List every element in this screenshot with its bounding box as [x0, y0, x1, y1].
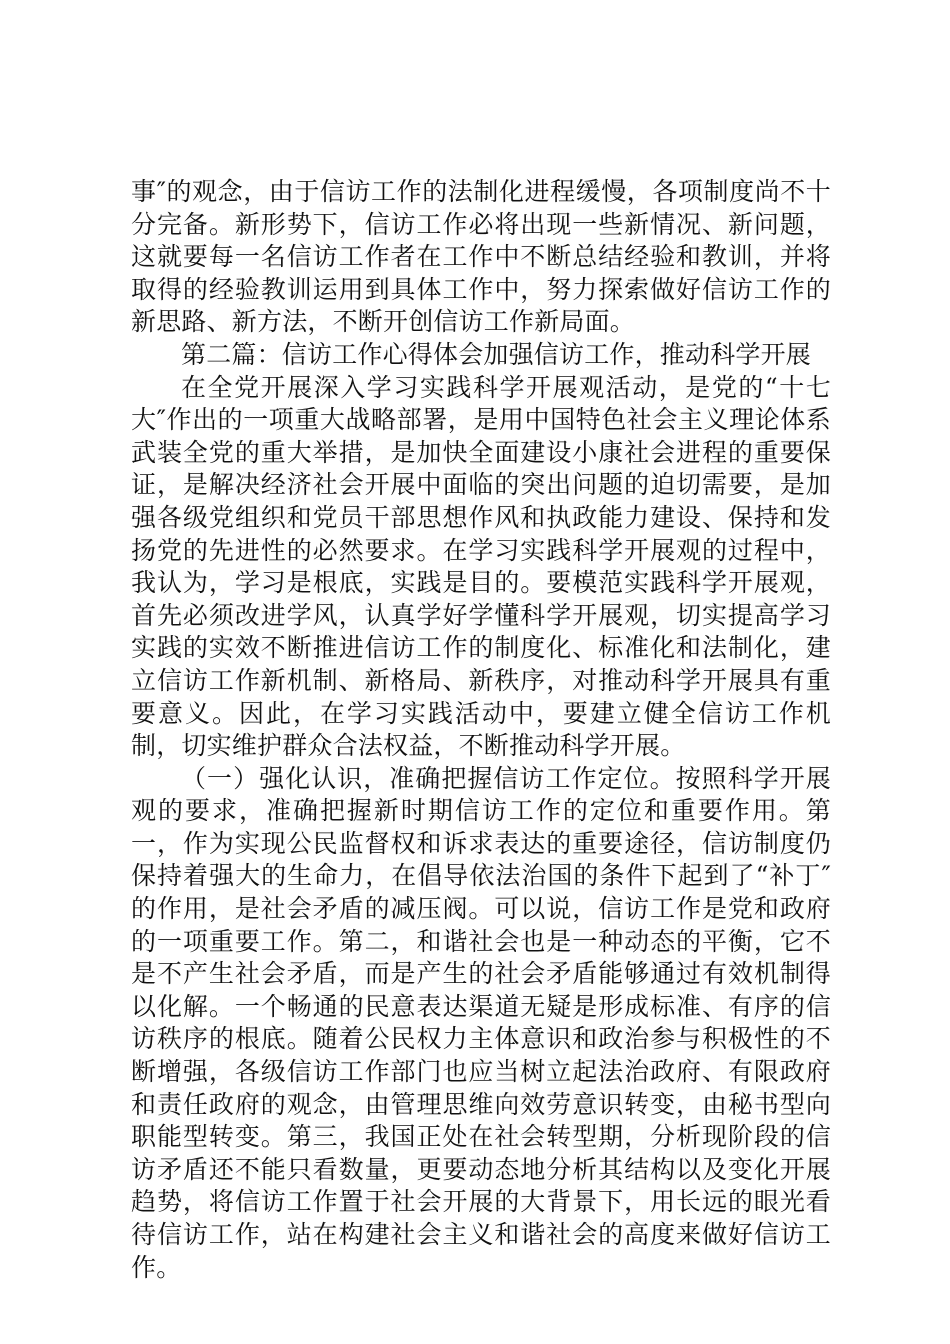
- paragraph-continuation: 事″的观念，由于信访工作的法制化进程缓慢，各项制度尚不十分完备。新形势下，信访工作必将出现一些新情况、新问题，这就要每一名信访工作者在工作中不断总结经验和教训，并将取得的经验教训运用到具体工作中，努力探索做好信访工作的新思路、新方法，不断开创信访工作新局面。: [131, 177, 831, 337]
- document-body: [131, 176, 831, 1284]
- paragraph-intro: 在全党开展深入学习实践科学开展观活动，是党的“十七大″作出的一项重大战略部署，是用中国特色社会主义理论体系武装全党的重大举措，是加快全面建设小康社会进程的重要保证，是解决经济社会开展中面临的突出问题的迫切需要，是加强各级党组织和党员干部思想作风和执政能力建设、保持和发扬党的先进性的必然要求。在学习实践科学开展观的过程中，我认为，学习是根底，实践是目的。要模范实践科学开展观，首先必须改进学风，认真学好学懂科学开展观，切实提高学习实践的实效不断推进信访工作的制度化、标准化和法制化，建立信访工作新机制、新格局、新秩序，对推动科学开展具有重要意义。因此，在学习实践活动中，要建立健全信访工作机制，切实维护群众合法权益，不断推动科学开展。: [131, 372, 831, 761]
- paragraph-point-one: （一）强化认识，准确把握信访工作定位。按照科学开展观的要求，准确把握新时期信访工作的定位和重要作用。第一，作为实现公民监督权和诉求表达的重要途径，信访制度仍保持着强大的生命力，在倡导依法治国的条件下起到了“补丁″的作用，是社会矛盾的减压阀。可以说，信访工作是党和政府的一项重要工作。第二，和谐社会也是一种动态的平衡，它不是不产生社会矛盾，而是产生的社会矛盾能够通过有效机制得以化解。一个畅通的民意表达渠道无疑是形成标准、有序的信访秩序的根底。随着公民权力主体意识和政治参与积极性的不断增强，各级信访工作部门也应当树立起法治政府、有限政府和责任政府的观念，由管理思维向效劳意识转变，由秘书型向职能型转变。第三，我国正处在社会转型期，分析现阶段的信访矛盾还不能只看数量，更要动态地分析其结构以及变化开展趋势，将信访工作置于社会开展的大背景下，用长远的眼光看待信访工作，站在构建社会主义和谐社会的高度来做好信访工作。: [131, 763, 831, 1282]
- section-heading: 第二篇：信访工作心得体会加强信访工作，推动科学开展: [181, 339, 812, 369]
